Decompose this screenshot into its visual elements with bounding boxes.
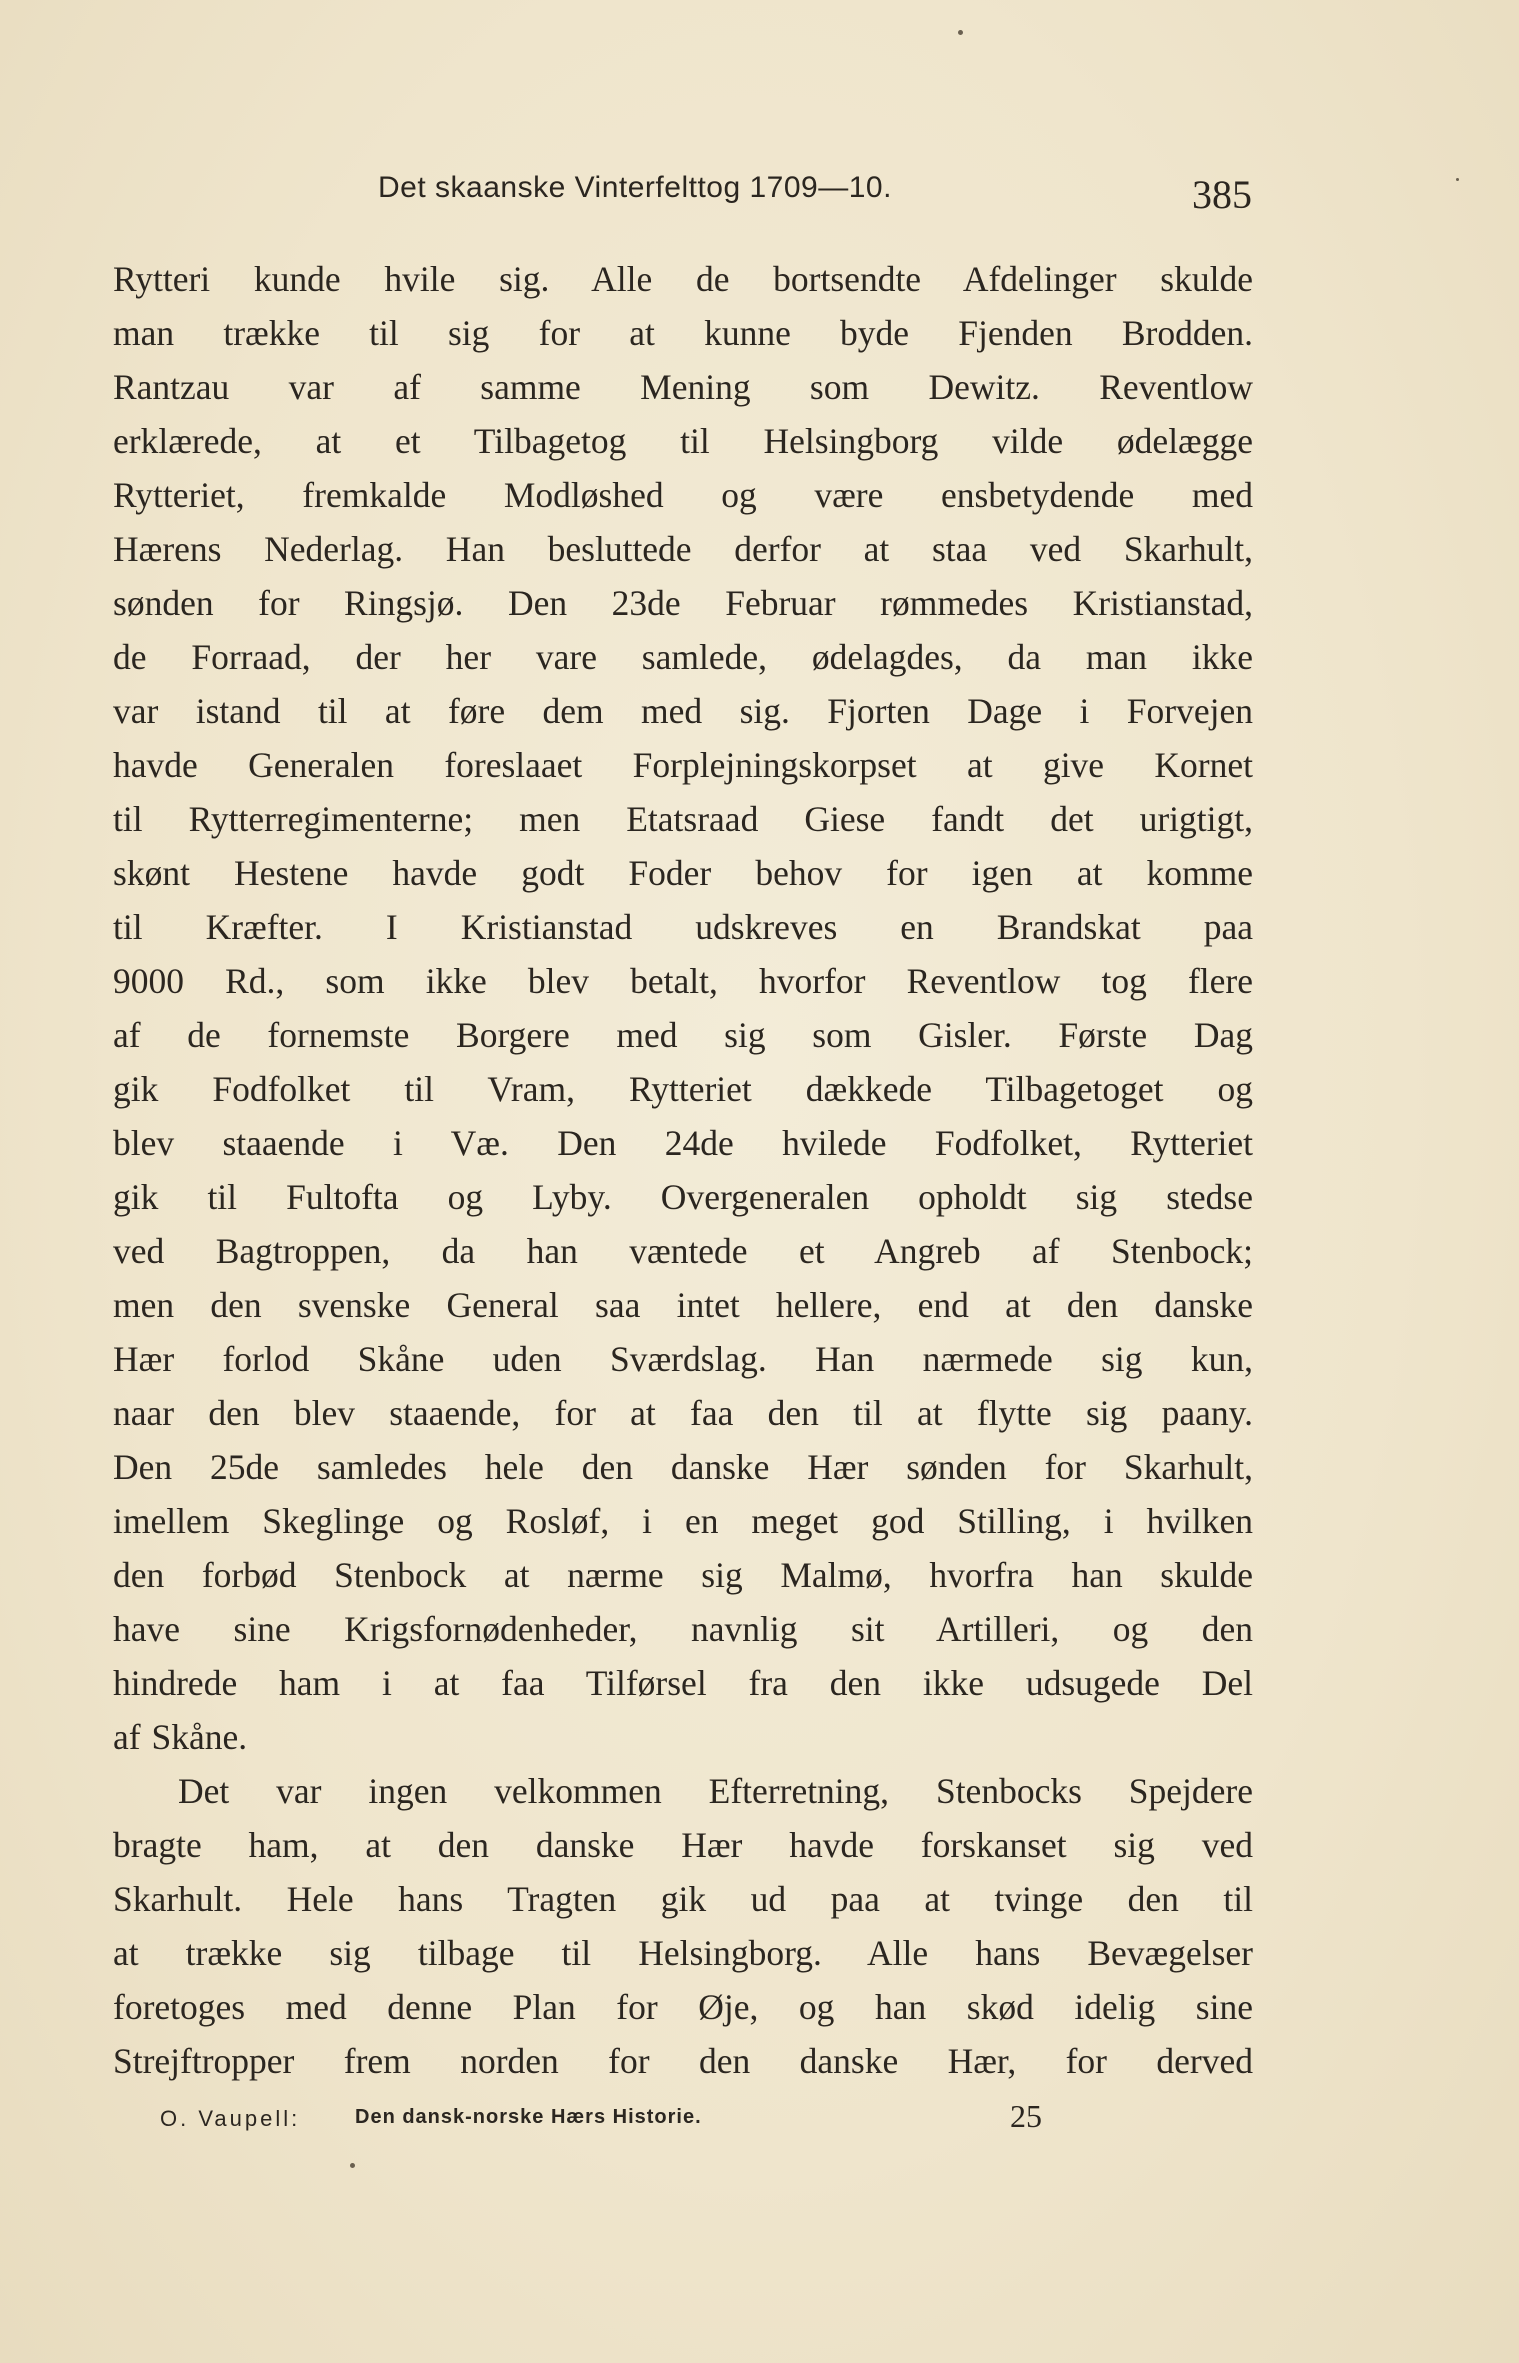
text-line: Rantzau var af samme Mening som Dewitz. Reventlow [113, 367, 1253, 407]
text-line: af de fornemste Borgere med sig som Gisler. Første Dag [113, 1015, 1253, 1055]
text-line: den forbød Stenbock at nærme sig Malmø, hvorfra han skulde [113, 1555, 1253, 1595]
text-line: blev staaende i Væ. Den 24de hvilede Fodfolket, Rytteriet [113, 1123, 1253, 1163]
text-line: at trække sig tilbage til Helsingborg. Alle hans Bevægelser [113, 1933, 1253, 1973]
header-title: Det skaanske Vinterfelttog 1709—10. [378, 171, 892, 204]
text-line: ved Bagtroppen, da han væntede et Angreb af Stenbock; [113, 1231, 1253, 1271]
text-line: Skarhult. Hele hans Tragten gik ud paa at tvinge den til [113, 1879, 1253, 1919]
text-line: hindrede ham i at faa Tilførsel fra den ikke udsugede Del [113, 1663, 1253, 1703]
text-line: var istand til at føre dem med sig. Fjorten Dage i Forvejen [113, 691, 1253, 731]
running-header [378, 165, 1260, 215]
text-line: bragte ham, at den danske Hær havde forskanset sig ved [113, 1825, 1253, 1865]
text-line: til Rytterregimenterne; men Etatsraad Giese fandt det urigtigt, [113, 799, 1253, 839]
page-number: 385 [1192, 172, 1252, 217]
text-line: Hærens Nederlag. Han besluttede derfor at staa ved Skarhult, [113, 529, 1253, 569]
text-line: naar den blev staaende, for at faa den til at flytte sig paany. [113, 1393, 1253, 1433]
body-text [113, 252, 1253, 2088]
text-line: man trække til sig for at kunne byde Fjenden Brodden. [113, 313, 1253, 353]
text-line: foretoges med denne Plan for Øje, og han skød idelig sine [113, 1987, 1253, 2027]
signature-footer [160, 2098, 1060, 2142]
text-line: Den 25de samledes hele den danske Hær sønden for Skarhult, [113, 1447, 1253, 1487]
text-line: sønden for Ringsjø. Den 23de Februar rømmedes Kristianstad, [113, 583, 1253, 623]
footer-author: O. Vaupell: [160, 2106, 301, 2131]
text-line: Hær forlod Skåne uden Sværdslag. Han nærmede sig kun, [113, 1339, 1253, 1379]
text-line: havde Generalen foreslaaet Forplejningskorpset at give Kornet [113, 745, 1253, 785]
text-line: erklærede, at et Tilbagetog til Helsingborg vilde ødelægge [113, 421, 1253, 461]
ink-speck [350, 2163, 355, 2168]
signature-mark: 25 [1010, 2098, 1042, 2134]
text-line: imellem Skeglinge og Rosløf, i en meget god Stilling, i hvilken [113, 1501, 1253, 1541]
text-line: gik Fodfolket til Vram, Rytteriet dækkede Tilbagetoget og [113, 1069, 1253, 1109]
text-line: til Kræfter. I Kristianstad udskreves en Brandskat paa [113, 907, 1253, 947]
text-line: Strejftropper frem norden for den danske Hær, for derved [113, 2041, 1253, 2081]
text-line: men den svenske General saa intet hellere, end at den danske [113, 1285, 1253, 1325]
footer-book-title: Den dansk-norske Hærs Historie. [355, 2106, 702, 2128]
text-line: af Skåne. [113, 1717, 248, 1757]
ink-speck [958, 30, 963, 35]
text-line: gik til Fultofta og Lyby. Overgeneralen opholdt sig stedse [113, 1177, 1253, 1217]
text-line: have sine Krigsfornødenheder, navnlig sit Artilleri, og den [113, 1609, 1253, 1649]
text-line: skønt Hestene havde godt Foder behov for igen at komme [113, 853, 1253, 893]
text-line: Rytteriet, fremkalde Modløshed og være ensbetydende med [113, 475, 1253, 515]
text-line: de Forraad, der her vare samlede, ødelagdes, da man ikke [113, 637, 1253, 677]
text-line: 9000 Rd., som ikke blev betalt, hvorfor Reventlow tog flere [113, 961, 1253, 1001]
text-line: Rytteri kunde hvile sig. Alle de bortsendte Afdelinger skulde [113, 259, 1253, 299]
text-line: Det var ingen velkommen Efterretning, Stenbocks Spejdere [178, 1771, 1253, 1811]
ink-speck [1456, 178, 1459, 181]
